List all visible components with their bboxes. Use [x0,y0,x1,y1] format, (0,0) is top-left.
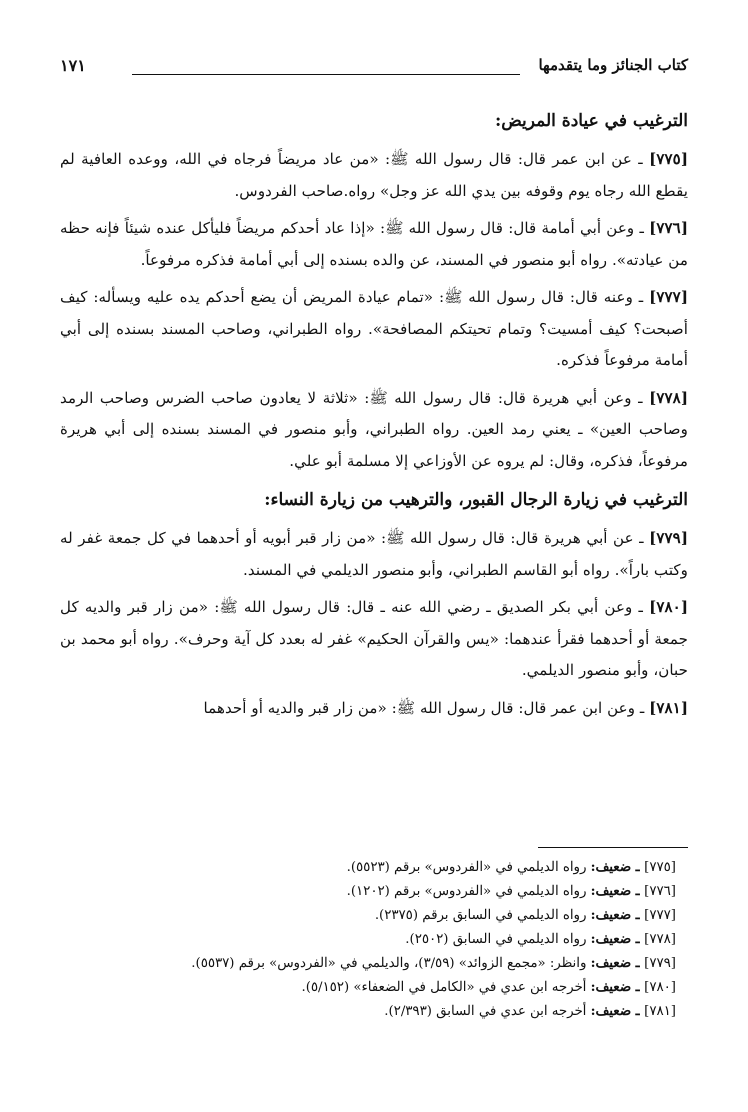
footnote-number: [٧٧٧] [644,908,676,923]
footnote-grade: ـ ضعيف: [590,884,645,899]
footnote-775 [60,856,676,880]
hadith-number: [٧٧٧] [649,288,688,306]
footnote-number: [٧٧٥] [644,860,676,875]
footnote-number: [٧٧٦] [644,884,676,899]
footnote-number: [٧٨٠] [644,980,676,995]
footnote-text: وانظر: «مجمع الزوائد» (٣/٥٩)، والديلمي في «الفردوس» برقم (٥٥٣٧). [191,956,591,971]
hadith-number: [٧٧٩] [649,529,688,547]
footnote-grade: ـ ضعيف: [590,908,645,923]
hadith-entry-777 [60,282,688,377]
page-header [60,56,688,86]
hadith-text: ـ عن ابن عمر قال: قال رسول الله ﷺ: «من عاد مريضاً فرجاه في الله، ووعده العافية لم يقطع الله رجاه يوم وقوفه بين يدي الله عز وجل» رواه.صاحب الفردوس. [60,150,688,200]
hadith-entry-780 [60,592,688,687]
footnote-779 [60,952,676,976]
hadith-entry-775 [60,144,688,207]
hadith-number: [٧٨١] [649,698,688,717]
footnote-divider [538,847,688,848]
footnote-grade: ـ ضعيف: [590,860,645,875]
section-heading-sick-visit: الترغيب في عيادة المريض: [494,111,688,131]
footnote-number: [٧٧٨] [644,932,676,947]
hadith-text: ـ وعن أبي بكر الصديق ـ رضي الله عنه ـ قال: قال رسول الله ﷺ: «من زار قبر والديه كل جمعة أو أحدهما فقرأ عندهما: «يس والقرآن الحكيم» غفر له بعدد كل آية وحرف». رواه أبو محمد بن حبان، وأبو منصور الديلمي. [60,598,688,679]
hadith-text: ـ وعن أبي هريرة قال: قال رسول الله ﷺ: «ثلاثة لا يعادون صاحب الضرس وصاحب الرمد وصاحب العين» ـ يعني رمد العين. رواه الطبراني، وأبو منصور في المسند بسنده إلى أبي هريرة مرفوعاً، فذكره، وقال: لم يروه عن الأوزاعي إلا مسلمة أبو علي. [60,388,688,470]
hadith-entry-779 [60,523,688,586]
footnote-grade: ـ ضعيف: [590,932,645,947]
footnote-777 [60,904,676,928]
footnote-781 [60,1000,676,1024]
hadith-entry-778 [60,383,688,478]
hadith-text: ـ عن أبي هريرة قال: قال رسول الله ﷺ: «من زار قبر أبويه أو أحدهما في كل جمعة غفر له وكتب باراً». رواه أبو القاسم الطبراني، وأبو منصور الديلمي في المسند. [60,529,688,579]
hadith-text: ـ وعن أبي أمامة قال: قال رسول الله ﷺ: «إذا عاد أحدكم مريضاً فليأكل عنده شيئاً فإنه حظه من عيادته». رواه أبو منصور في المسند، عن والده بسنده إلى أبي أمامة فذكره مرفوعاً. [60,219,688,269]
footnote-778 [60,928,676,952]
page-number: ١٧١ [60,56,86,75]
hadith-text: ـ وعنه قال: قال رسول الله ﷺ: «تمام عيادة المريض أن يضع أحدكم يده عليه ويسأله: كيف أصبحت؟ كيف أمسيت؟ وتمام تحيتكم المصافحة». رواه الطبراني، وصاحب المسند بسنده إلى أبي أمامة مرفوعاً فذكره. [60,288,688,369]
hadith-number: [٧٧٥] [649,150,688,168]
page-body [60,98,688,730]
hadith-number: [٧٧٨] [649,388,688,407]
hadith-text: ـ وعن ابن عمر قال: قال رسول الله ﷺ: «من زار قبر والديه أو أحدهما [203,698,650,717]
footnote-text: رواه الديلمي في «الفردوس» برقم (٥٥٢٣). [346,860,591,875]
footnote-grade: ـ ضعيف: [590,980,645,995]
footnote-grade: ـ ضعيف: [590,956,645,971]
header-rule [132,74,520,75]
hadith-number: [٧٧٦] [649,219,688,237]
footnote-text: رواه الديلمي في «الفردوس» برقم (١٢٠٢). [346,884,591,899]
hadith-entry-776 [60,213,688,276]
section-heading-grave-visit: الترغيب في زيارة الرجال القبور، والترهيب من زيارة النساء: [264,490,688,510]
hadith-entry-781 [60,693,688,725]
footnote-grade: ـ ضعيف: [590,1004,645,1019]
footnote-number: [٧٧٩] [644,956,676,971]
footnote-number: [٧٨١] [644,1004,676,1019]
footnote-text: رواه الديلمي في السابق (٢٥٠٢). [405,932,591,947]
hadith-number: [٧٨٠] [649,598,688,616]
footnote-text: أخرجه ابن عدي في السابق (٢/٣٩٣). [384,1004,591,1019]
footnote-text: أخرجه ابن عدي في «الكامل في الضعفاء» (٥/١٥٢). [301,980,591,995]
footnote-text: رواه الديلمي في السابق برقم (٢٣٧٥). [374,908,591,923]
footnote-776 [60,880,676,904]
footnote-780 [60,976,676,1000]
running-title: كتاب الجنائز وما يتقدمها [538,56,688,74]
footnotes [60,856,676,1024]
